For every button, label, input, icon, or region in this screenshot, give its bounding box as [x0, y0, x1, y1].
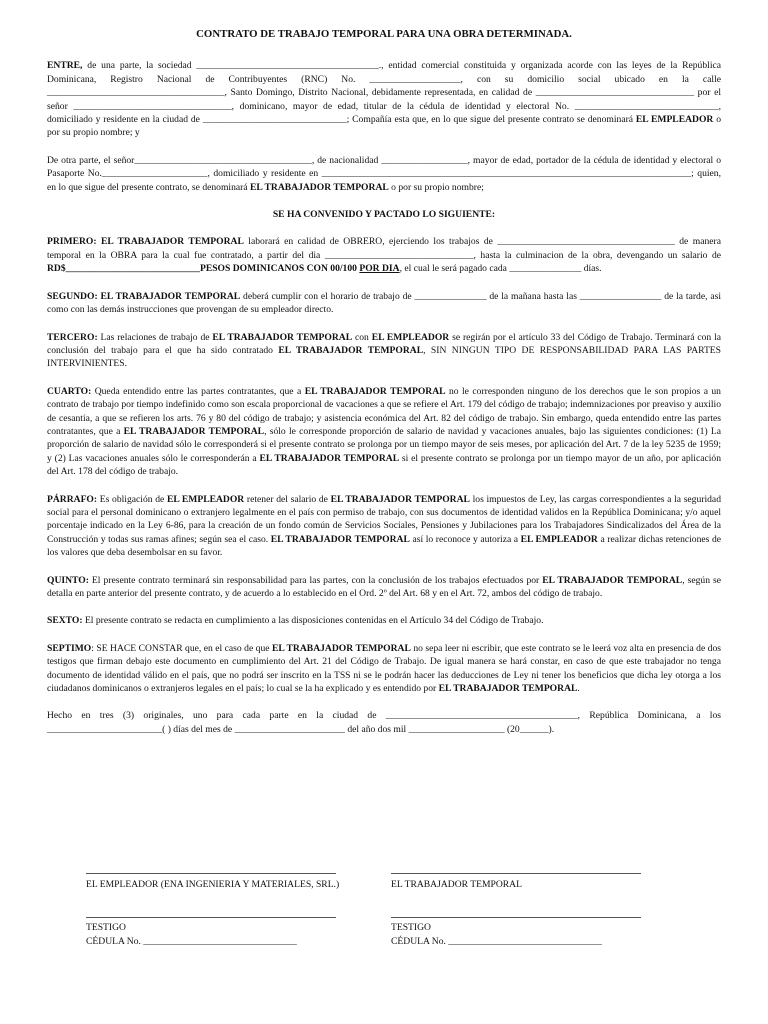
contract-document	[47, 22, 721, 750]
clause-entre	[47, 59, 721, 139]
clause-text: los impuestos de Ley, las cargas correspondientes a la seguridad social para el personal dominicano o extranjero legalmente en el país con permiso de trabajo, con sus documentos de identidad validos en la República Dominicana; y/o aquel porcentaje indicado en la Ley 6-86, para la creación de un fondo común de Servicios Sociales, Pensiones y Jubilaciones para los Trabajadores Sindicalizados del Área de la Construcción y todas sus ramas afines; según sea el caso.	[47, 493, 721, 545]
clause-lead: CUARTO:	[47, 385, 92, 397]
clause-lead: SEGUNDO: EL TRABAJADOR TEMPORAL	[47, 290, 241, 302]
clause-lead: PÁRRAFO:	[47, 493, 98, 505]
clause-lead: SEXTO:	[47, 615, 83, 627]
clause-text: retener del salario de	[244, 493, 331, 505]
clause-tercero	[47, 331, 721, 371]
party-name: EL TRABAJADOR TEMPORAL	[330, 493, 470, 505]
clause-text: no le corresponden ninguno de los derechos que le son propios a un contrato de trabajo por tiempo indefinido como son escala proporcional de vacaciones a que se refiere el Art. 179 del código de trabajo; indemnizaciones por preaviso y auxilio de cesantía, a que se refieren los arts. 76 y 80 del código de trabajo; y asistencia económica del Art. 82 del código de trabajo. Sin embargo, queda entendido entre las partes contratantes, que a	[47, 385, 721, 437]
clause-text: , el cual le será pagado cada _______________ días.	[399, 263, 602, 275]
clause-text: a realizar dichas retenciones de los valores que deba desembolsar en su favor.	[47, 533, 722, 559]
signature-line-testigo-2	[391, 917, 641, 918]
clause-parrafo	[47, 493, 721, 560]
salary-field: RD$____________________________PESOS DOMINICANOS CON 00/100	[47, 263, 360, 275]
witness-cedula-2: CÉDULA No. ________________________________	[391, 936, 602, 947]
clause-quinto	[47, 574, 721, 601]
clause-text: o por su propio nombre;	[388, 181, 484, 193]
party-name: EL TRABAJADOR TEMPORAL	[438, 683, 578, 695]
witness-label-2: TESTIGO	[391, 922, 431, 933]
clause-text: si el presente contrato se prolonga por un tiempo mayor de un año, por aplicación del Art. 178 del código de trabajo.	[47, 452, 721, 478]
clause-text: con	[352, 331, 372, 343]
clause-primero	[47, 235, 721, 275]
clause-text: no sepa leer ni escribir, que este contrato se le leerá voz alta en presencia de dos testigos que firman debajo este documento en cumplimiento del Art. 21 del Código de Trabajo. De igual manera se hará constar, en caso de que este trabajador no tenga documento de identidad válido en el país, que no podrá ser inscrito en la TSS ni se le podrán hacer las deducciones de Ley ni tener los beneficios que dicha ley otorga a los ciudadanos dominicanos o extranjeros legales en el país; lo cual se la ha explicado y es entendido por	[47, 642, 722, 695]
clause-text: o por su propio nombre; y	[47, 114, 721, 139]
clause-text: El presente contrato terminará sin responsabilidad para las partes, con la conclusión de los trabajos efectuados por	[88, 574, 543, 586]
clause-text: El presente contrato se redacta en cumplimiento a las disposiciones contenidas en el Artículo 34 del Código de Trabajo.	[82, 615, 544, 627]
party-name: EL TRABAJADOR TEMPORAL	[278, 344, 424, 356]
signature-line-trabajador	[391, 873, 641, 874]
party-name: EL TRABAJADOR TEMPORAL	[250, 181, 389, 193]
clause-cuarto	[47, 385, 721, 479]
clause-otra-parte	[47, 154, 721, 194]
party-name: EL TRABAJADOR TEMPORAL	[212, 331, 353, 343]
clause-text: así lo reconoce y autoriza a	[409, 533, 521, 545]
clause-text: , según se detalla en parte anterior del presente contrato, y de acuerdo a lo establecido en el Ord. 2º del Art. 68 y en el Art. 72, ambos del código de trabajo.	[47, 574, 721, 599]
clause-text: laborará en calidad de OBRERO, ejerciendo los trabajos de _____________________________________ de manera temporal en la OBRA para la cual fue contratado, a partir del dia _______________________________, hasta la culminacion de la obra, devengando un salario de	[47, 236, 721, 261]
clause-text: .	[577, 683, 580, 695]
party-name: EL TRABAJADOR TEMPORAL	[259, 452, 400, 464]
clause-lead: ENTRE,	[47, 60, 83, 72]
party-name: EL TRABAJADOR TEMPORAL	[304, 385, 446, 397]
clause-sexto	[47, 614, 721, 627]
clause-lead: QUINTO:	[47, 574, 89, 586]
signature-line-empleador	[86, 873, 336, 874]
signature-label-empleador: EL EMPLEADOR (ENA INGENIERIA Y MATERIALES, SRL.)	[86, 879, 340, 890]
clause-text: , sólo le corresponde proporción de salario de navidad y vacaciones anuales, bajo las siguientes condiciones: (1) La proporción de salario de navidad sólo le corresponderá si el presente contrato se prolonga por un tiempo mayor de seis meses, por aplicación del Art. 7 de la ley 5235 de 1959; y (2) Las vacaciones anuales sólo le corresponderán a	[47, 425, 722, 464]
party-name: EL EMPLEADOR	[520, 533, 598, 545]
signature-label-trabajador: EL TRABAJADOR TEMPORAL	[391, 879, 522, 890]
clause-text: se regirán por el artículo 33 del Código de Trabajo. Terminará con la conclusión del trabajo para el que ha sido contratado	[47, 331, 721, 356]
clause-segundo	[47, 290, 721, 317]
clause-lead: TERCERO:	[47, 331, 98, 343]
clause-text: Queda entendido entre las partes contratantes, que a	[91, 385, 305, 397]
witness-label-1: TESTIGO	[86, 922, 126, 933]
clause-lead: PRIMERO: EL TRABAJADOR TEMPORAL	[47, 236, 244, 248]
document-title: CONTRATO DE TRABAJO TEMPORAL PARA UNA OBRA DETERMINADA.	[196, 28, 572, 40]
section-heading: SE HA CONVENIDO Y PACTADO LO SIGUIENTE:	[272, 209, 496, 221]
party-name: EL TRABAJADOR TEMPORAL	[271, 642, 411, 654]
party-name: EL EMPLEADOR	[166, 493, 245, 505]
signing-place-date: Hecho en tres (3) originales, uno para cada parte en la ciudad de ________________________________________, República Dominicana, a los ________________________( ) días del mes de _______________________ del año dos mil ____________________ (20______).	[47, 710, 721, 735]
signature-line-testigo-1	[86, 917, 336, 918]
clause-text: Es obligación de	[97, 493, 167, 505]
salary-period: POR DIA	[359, 263, 400, 275]
party-name: EL TRABAJADOR TEMPORAL	[270, 533, 410, 545]
party-name: EL TRABAJADOR TEMPORAL	[542, 574, 683, 586]
clause-text: : SE HACE CONSTAR que, en el caso de que	[91, 642, 272, 654]
clause-text: De otra parte, el señor_____________________________________, de nacionalidad __________________, mayor de edad, portador de la cédula de identidad y electoral o Pasaporte No.______________________, domiciliado y residente en _____________________________________________________________________________; quien, en lo que sigue del presente contrato, se denominará	[47, 154, 721, 193]
clause-text: deberá cumplir con el horario de trabajo de _______________ de la mañana hasta las _________________ de la tarde, asi como con las demás instrucciones que provengan de su empleador directo.	[47, 290, 721, 316]
party-name: EL TRABAJADOR TEMPORAL	[123, 425, 265, 437]
party-name: EL EMPLEADOR	[371, 331, 450, 343]
clause-text: Las relaciones de trabajo de	[97, 331, 213, 343]
clause-text: de una parte, la sociedad ______________________________________., entidad comercial constituida y organizada acorde con las leyes de la República Dominicana, Registro Nacional de Contribuyentes (RNC) No. ___________________, con su domicilio social ubicado en la calle _____________________________________, Santo Domingo, Distrito Nacional, debidamente representada, en calidad de _________________________________ por el señor _________________________________, dominicano, mayor de edad, titular de la cédula de identidad y electoral No. ______________________________, domiciliado y residente en la ciudad de ______________________________; Compañía esta que, en lo que sigue del presente contrato se denominará	[47, 60, 721, 126]
clause-text: , SIN NINGUN TIPO DE RESPONSABILIDAD PARA LAS PARTES INTERVINIENTES.	[47, 344, 721, 370]
clause-lead: SEPTIMO	[47, 642, 92, 654]
witness-cedula-1: CÉDULA No. ________________________________	[86, 936, 297, 947]
clause-septimo	[47, 642, 721, 696]
party-name: EL EMPLEADOR	[635, 114, 714, 126]
